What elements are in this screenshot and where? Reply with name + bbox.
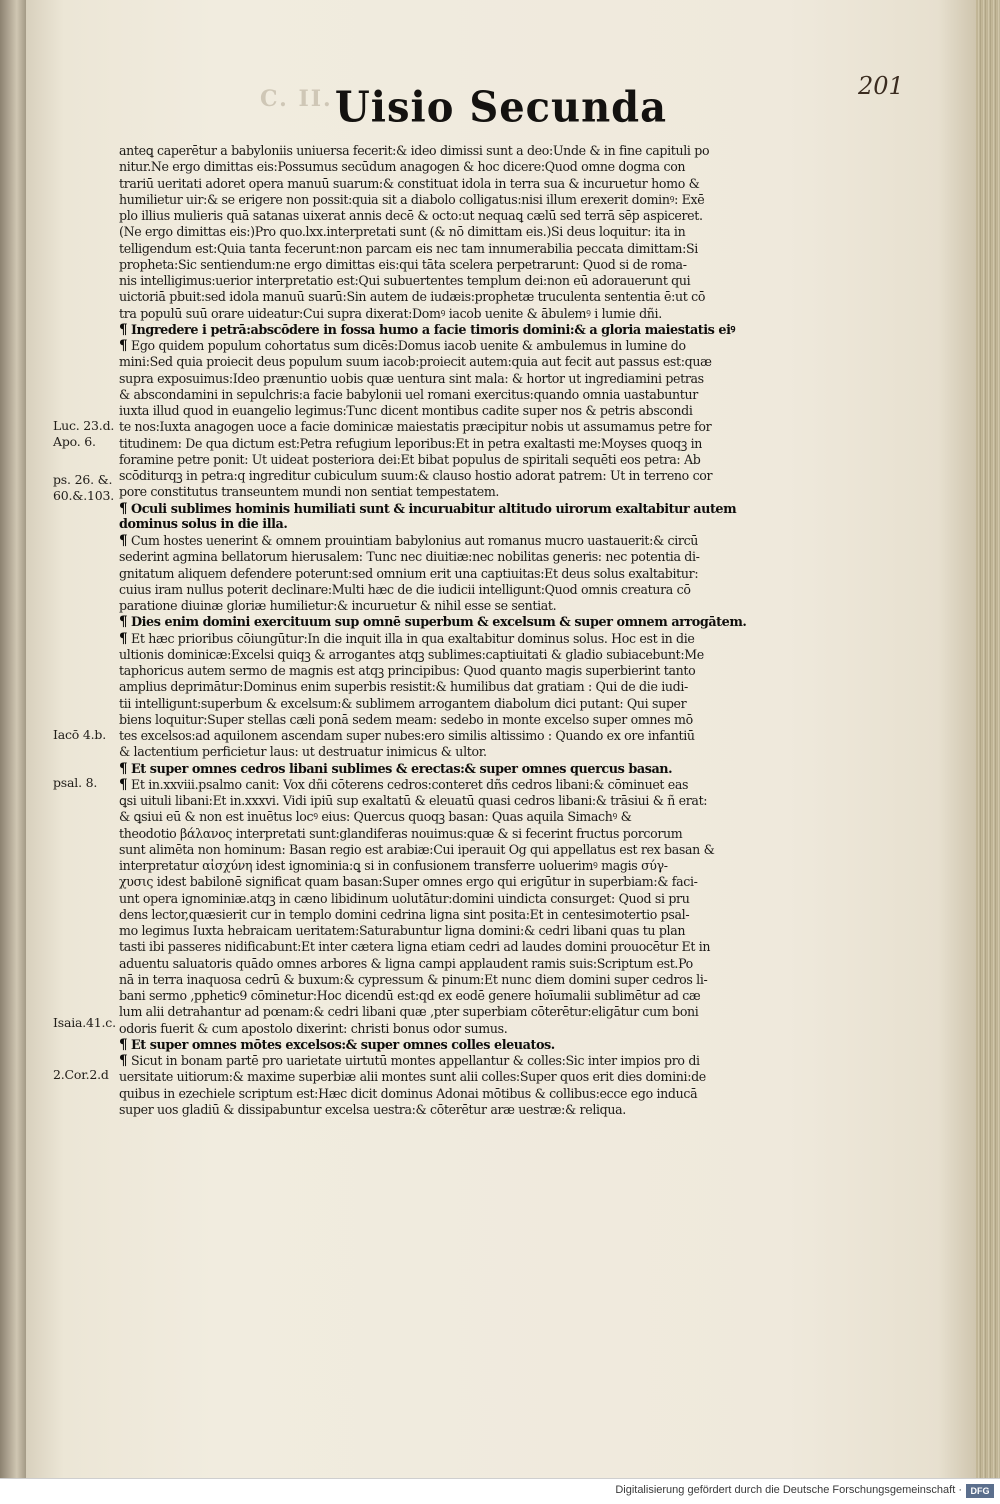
text-line (119, 452, 779, 468)
marginal-note-line: Isaia.41.c. (53, 1015, 116, 1030)
text-line (119, 923, 779, 939)
line-text: nā in terra inaquosa cedrū & buxum:& cypressum & pinum:Et nunc diem domini super cedros li- (119, 971, 708, 987)
book-page (26, 0, 976, 1478)
line-text: & lactentium perficietur laus: ut destruatur inimicus & ultor. (119, 744, 487, 760)
text-line (119, 972, 779, 988)
line-text: Ego quidem populum cohortatus sum dicēs:Domus iacob uenite & ambulemus in lumine do (131, 338, 686, 353)
text-line (119, 842, 779, 858)
text-line (119, 679, 779, 695)
line-text: mo legimus Iuxta hebraicam ueritatem:Saturabuntur ligna domini:& cedri libani quas tu plan (119, 923, 686, 938)
paragraph-start-line (119, 631, 779, 647)
line-text: gnitatum aliquem defendere poterunt:sed omnium erit una captiuitas:Et deus solus exaltabitur: (119, 565, 699, 581)
text-line (119, 354, 779, 370)
text-line (119, 956, 779, 972)
line-text: uersitate uitiorum:& maxime superbiæ alii montes sunt alii colles:Super quos erit dies domini:de (119, 1069, 706, 1085)
marginal-note-ps26 (53, 472, 123, 504)
line-text: nis intelligimus:uerior interpretatio est:Qui subuertentes templum dei:non eū adorauerunt qui (119, 273, 691, 288)
line-text: amplius deprimātur:Dominus enim superbis resistit:& humilibus dat gratiam : Qui de die iudi- (119, 679, 688, 695)
text-line (119, 371, 779, 387)
marginal-note-line: Iacō 4.b. (53, 727, 106, 742)
text-line (119, 436, 779, 452)
text-line (119, 549, 779, 565)
pilcrow-icon: ¶ (119, 776, 128, 793)
verse-heading-line (119, 614, 779, 630)
line-text: theodotio βάλανος interpretati sunt:glandiferas nouimus:quæ & si fecerint fructus porcorum (119, 825, 683, 841)
text-line (119, 176, 779, 192)
line-text: Et super omnes mōtes excelsos:& super omnes colles eleuatos. (131, 1037, 555, 1053)
text-line (119, 257, 779, 273)
line-text: Et super omnes cedros libani sublimes & erectas:& super omnes quercus basan. (131, 761, 673, 777)
text-line (119, 306, 779, 322)
marginal-note-isaia (53, 1015, 123, 1031)
line-text: unt opera ignominiæ.atqꝫ in cæno libidinum uolutātur:domini uindicta consurget: Quod si pru (119, 890, 690, 906)
text-line (119, 826, 779, 842)
pilcrow-icon: ¶ (119, 1036, 128, 1053)
line-text: anteꝗ caperētur a babyloniis uniuersa fecerit:& ideo dimissi sunt a deo:Unde & in fine capituli po (119, 143, 710, 158)
line-text: foramine petre ponit: Ut uideat posteriora dei:Et bibat populus de spiritali sequēti eos petra: Ab (119, 451, 701, 467)
line-text: sederint agmina bellatorum hierusalem: Tunc nec diuitiæ:nec nobilitas generis: nec potentia di- (119, 549, 700, 565)
line-text: trariū ueritati adoret opera manuū suarum:& constituat idola in terra sua & incuruetur homo & (119, 175, 700, 191)
pilcrow-icon: ¶ (119, 533, 128, 549)
text-line (119, 793, 779, 809)
line-text: tii intelligunt:superbum & excelsum:& sublimem arrogantem diabolum dici putant: Qui super (119, 695, 687, 711)
line-text: tasti ibi passeres nidificabunt:Et inter cætera ligna etiam cedri ad laudes domini prouocētur Et in (119, 939, 711, 955)
line-text: χυσις idest babilonē significat quam basan:Super omnes ergo qui erigūtur in superbiam:& faci- (119, 874, 698, 890)
digitization-footer (0, 1478, 1000, 1504)
line-text: odoris fuerit & cum apostolo dixerint: christi bonus odor sumus. (119, 1020, 508, 1036)
text-line (119, 728, 779, 744)
pilcrow-icon: ¶ (119, 500, 128, 517)
footer-credit: Digitalisierung gefördert durch die Deutsche Forschungsgemeinschaft · (615, 1484, 962, 1496)
line-text: sunt alimēta non hominum: Basan regio est arabiæ:Cui iperauit Og qui appellatus est rex basan & (119, 841, 715, 857)
running-header (26, 84, 976, 131)
dfg-logo: DFG (966, 1484, 994, 1498)
text-line (119, 241, 779, 257)
line-text: biens loquitur:Super stellas cæli ponā sedem meam: sedebo in monte excelso super omnes mō (119, 711, 693, 727)
paragraph-start-line (119, 777, 779, 793)
text-line (119, 566, 779, 582)
text-line (119, 696, 779, 712)
line-text: cuius iram nullus poterit declinare:Multi hæc de die iudicii intelligunt:Quod omnis creatura cō (119, 581, 691, 597)
text-line (119, 224, 779, 240)
text-line (119, 159, 779, 175)
line-text: supra exposuimus:Ideo prænuntio uobis quæ uentura sint mala: & hortor ut ingrediamini petras (119, 370, 704, 386)
text-line (119, 663, 779, 679)
verse-heading-line (119, 761, 779, 777)
text-line (119, 1004, 779, 1020)
marginal-note-cor (53, 1067, 123, 1083)
line-text: super uos gladiū & dissipabuntur excelsa uestra:& cōterētur aræ uestræ:& reliqua. (119, 1101, 626, 1117)
line-text: Et in.xxviii.psalmo canit: Vox dñi cōterens cedros:conteret dñs cedros libani:& cōminuet eas (131, 776, 689, 792)
line-text: bani sermo ,pphetic9 cōminetur:Hoc dicendū est:qd ex eodē genere hoīumalii sublimētur ad cæ (119, 988, 701, 1003)
line-text: quibus in ezechiele scriptum est:Hæc dicit dominus Adonai mōtibus & collibus:ecce ego inducā (119, 1085, 698, 1101)
pilcrow-icon: ¶ (119, 760, 128, 777)
line-text: propheta:Sic sentiendum:ne ergo dimittas eis:qui tāta scelera perpetrarunt: Quod si de roma- (119, 256, 687, 272)
text-line (119, 939, 779, 955)
line-text: pore constitutus transeuntem mundi non sentiat tempestatem. (119, 484, 500, 500)
page-title: Uisio Secunda (334, 82, 668, 133)
text-line (119, 1086, 779, 1102)
marginal-note-line: Luc. 23.d. (53, 418, 115, 433)
text-line (119, 468, 779, 484)
line-text: taphoricus autem sermo de magnis est atqꝫ principibus: Quod quanto magis superbierint tanto (119, 663, 696, 678)
pilcrow-icon: ¶ (119, 614, 128, 631)
line-text: plo illius mulieris quā satanas uixerat annis decē & octo:ut nequaꝗ cælū sed terrā sēp aspiceret. (119, 208, 703, 223)
text-line (119, 1021, 779, 1037)
marginal-note-line: psal. 8. (53, 775, 98, 790)
pilcrow-icon: ¶ (119, 338, 128, 354)
line-text: titudinem: De qua dictum est:Petra refugium leporibus:Et in petra exaltasti me:Moyses quoqꝫ in (119, 435, 703, 451)
line-text: nitur.Ne ergo dimittas eis:Possumus secūdum anagogen & hoc dicere:Quod omne dogma con (119, 159, 686, 175)
text-line (119, 419, 779, 435)
marginal-note-line: Apo. 6. (53, 434, 96, 449)
line-text: iuxta illud quod in euangelio legimus:Tunc dicent montibus cadite super nos & petris abscondi (119, 403, 693, 418)
text-line (119, 289, 779, 305)
paragraph-start-line (119, 1053, 779, 1069)
line-text: Ingredere i petrā:abscōdere in fossa humo a facie timoris domini:& a gloria maiestatis eiꝰ (131, 322, 735, 338)
paragraph-start-line (119, 338, 779, 354)
marginal-note-luc (53, 418, 123, 450)
line-text: lum alii detrahantur ad pœnam:& cedri libani quæ ,pter superbiam cōterētur:eligātur cum boni (119, 1004, 699, 1020)
text-line (119, 598, 779, 614)
line-text: uictoriā pbuit:sed idola manuū suarū:Sin autem de iudæis:prophetæ truculenta sententia ē:ut cō (119, 289, 706, 305)
text-line (119, 907, 779, 923)
text-line (119, 1069, 779, 1085)
text-line (119, 273, 779, 289)
text-line (119, 143, 779, 159)
line-text: dominus solus in die illa. (119, 516, 288, 532)
verse-heading-line (119, 1037, 779, 1053)
marginal-note-psal8 (53, 775, 123, 791)
line-text: aduentu saluatoris quādo omnes arbores & ligna campi applaudent ramis suis:Scriptum est.Po (119, 955, 693, 971)
line-text: ꝗsi uituli libani:Et in.xxxvi. Vidi ipiū sup exaltatū & eleuatū quasi cedros libani:& trāsiui & ñ erat: (119, 793, 708, 808)
text-line (119, 403, 779, 419)
line-text: Cum hostes uenerint & omnem prouintiam babylonius aut romanus mucro uastauerit:& circū (131, 533, 699, 548)
line-text: tra populū suū orare uideatur:Cui supra dixerat:Domꝰ iacob uenite & ābulemꝰ i lumie dñi. (119, 305, 662, 321)
text-line (119, 874, 779, 890)
text-line (119, 582, 779, 598)
marginal-note-line: ps. 26. &. (53, 472, 113, 487)
line-text: interpretatur αἰσχύνη idest ignominia:ꝗ si in confusionem transferre uoluerimꝰ magis σύγ- (119, 858, 668, 873)
text-line (119, 712, 779, 728)
body-text (119, 143, 779, 1118)
text-line (119, 809, 779, 825)
pilcrow-icon: ¶ (119, 1053, 128, 1069)
line-text: ultionis dominicæ:Excelsi quiqꝫ & arrogantes atqꝫ sublimes:captiuitati & gladio subiacebunt:Me (119, 646, 704, 662)
text-line (119, 891, 779, 907)
text-line (119, 387, 779, 403)
text-line (119, 208, 779, 224)
line-text: humilietur uir:& se erigere non possit:quia sit a diabolo colligatus:nisi illum erexerit dominꝰ: Exē (119, 191, 705, 207)
bleed-through-header: C. II. (260, 86, 333, 112)
verse-heading-line (119, 322, 779, 338)
paragraph-start-line (119, 533, 779, 549)
line-text: paratione diuinæ gloriæ humilietur:& incuruetur & nihil esse se sentiat. (119, 598, 557, 613)
line-text: scōditurqꝫ in petra:q ingreditur cubiculum suum:& clauso hostio adorat patrem: Ut in terreno cor (119, 468, 713, 483)
marginal-note-iaco (53, 727, 123, 743)
line-text: Et hæc prioribus cōiungūtur:In die inquit illa in qua exaltabitur dominus solus. Hoc est in die (131, 630, 695, 646)
text-line (119, 192, 779, 208)
pilcrow-icon: ¶ (119, 321, 128, 338)
line-text: telligendum est:Quia tanta fecerunt:non parcam eis nec tam innumerabilia peccata dimittam:Si (119, 240, 698, 256)
line-text: Dies enim domini exercituum sup omnē superbum & excelsum & super omnem arrogātem. (131, 615, 747, 631)
text-line (119, 858, 779, 874)
verse-heading-line (119, 501, 779, 517)
line-text: & ꝗsiui eū & non est inuētus locꝰ eius: Quercus quoqꝫ basan: Quas aquila Simachꝰ & (119, 809, 632, 825)
folio-number: 201 (858, 72, 904, 100)
text-line (119, 1102, 779, 1118)
line-text: tes excelsos:ad aquilonem ascendam super nubes:ero similis altissimo : Quando ex ore infantiū (119, 728, 695, 743)
verse-heading-line (119, 517, 779, 533)
marginal-note-line: 2.Cor.2.d (53, 1067, 109, 1082)
left-page-edge (0, 0, 28, 1478)
line-text: Sicut in bonam partē pro uarietate uirtutū montes appellantur & colles:Sic inter impios pro di (131, 1053, 700, 1068)
text-line (119, 484, 779, 500)
line-text: mini:Sed quia proiecit deus populum suum iacob:proiecit autem:quia aut fecit aut passus est:quæ (119, 354, 712, 370)
text-line (119, 647, 779, 663)
line-text: & abscondamini in sepulchris:a facie babylonii uel romani exercitus:quando omnia uastabuntur (119, 386, 698, 402)
line-text: dens lector,quæsierit cur in templo domini cedrina ligna sint posita:Et in centesimotertio psal- (119, 906, 690, 922)
marginal-note-line: 60.&.103. (53, 488, 115, 503)
pilcrow-icon: ¶ (119, 630, 128, 647)
text-line (119, 988, 779, 1004)
line-text: (Ne ergo dimittas eis:)Pro quo.lxx.interpretati sunt (& nō dimittam eis.)Si deus loquitur: ita in (119, 224, 686, 240)
line-text: te nos:Iuxta anagogen uoce a facie dominicæ maiestatis præcipitur nobis ut assumamus petre for (119, 419, 712, 435)
text-line (119, 744, 779, 760)
line-text: Oculi sublimes hominis humiliati sunt & incuruabitur altitudo uirorum exaltabitur autem (131, 501, 737, 517)
